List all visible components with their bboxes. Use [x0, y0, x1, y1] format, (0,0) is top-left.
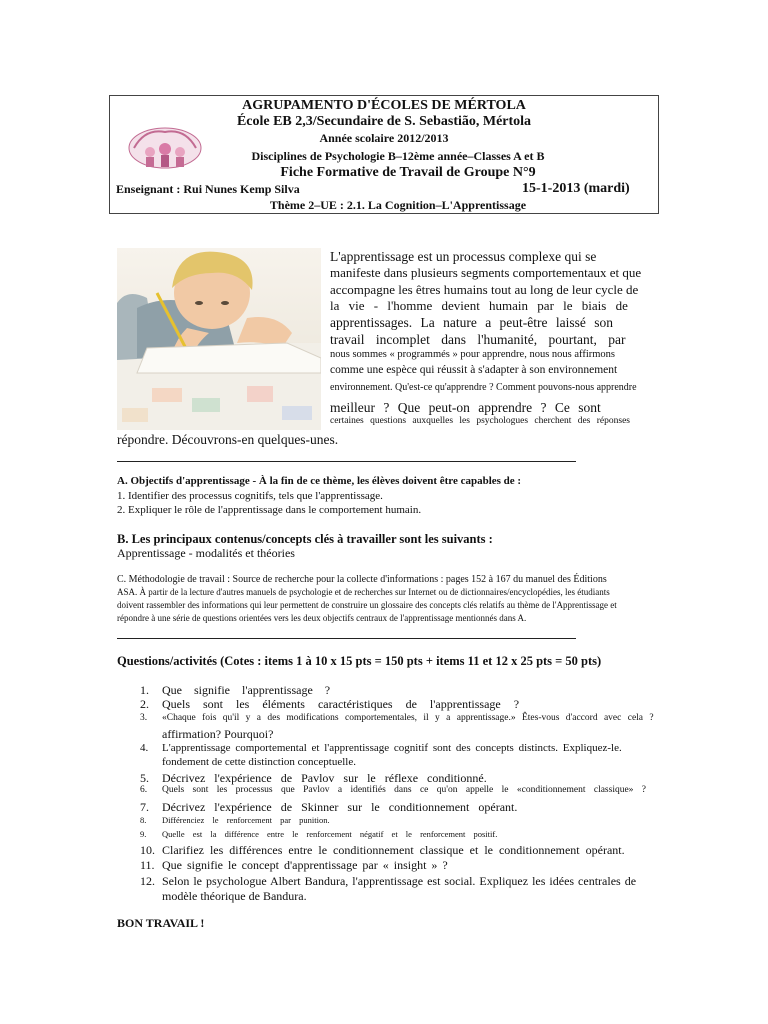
question-number: 6. — [140, 785, 148, 795]
question-text: Clarifiez les différences entre le conditionnement classique et le conditionnement opérant. — [162, 843, 625, 857]
question-text: Quels sont les processus que Pavlov a identifiés dans ce qu'on appelle le «conditionnement classique» ? — [162, 785, 647, 795]
question-item — [140, 713, 654, 723]
questions-title: Questions/activités (Cotes : items 1 à 10 x 15 pts = 150 pts + items 11 et 12 x 25 pts = 50 pts) — [117, 654, 602, 668]
intro-line — [330, 249, 637, 265]
question-continuation: modèle théorique de Bandura. — [162, 889, 307, 903]
question-text: Quelle est la différence entre le renforcement négatif et le renforcement positif. — [162, 829, 498, 839]
theme-title: Thème 2–UE : 2.1. La Cognition–L'Apprentissage — [269, 198, 527, 212]
question-item — [140, 874, 636, 889]
intro-line: environnement. Qu'est-ce qu'apprendre ? Comment pouvons-nous apprendre — [330, 382, 637, 393]
question-text: «Chaque fois qu'il y a des modifications comportementales, il y a apprentissage.» Êtes-vous d'accord avec cela ? — [162, 713, 654, 723]
intro-line: certaines questions auxquelles les psychologues cherchent des réponses — [330, 416, 630, 426]
question-number: 7. — [140, 800, 149, 814]
closing-text: BON TRAVAIL ! — [117, 916, 205, 930]
question-item — [140, 800, 517, 815]
divider — [117, 638, 576, 639]
sheet-title: Fiche Formative de Travail de Groupe N°9 — [280, 165, 536, 180]
methodology-line: doivent rassembler des informations qui leur permettent de construire un glossaire des concepts clés relatifs au thème de l'Apprentissage et — [117, 600, 617, 610]
objective-item: 2. Expliquer le rôle de l'apprentissage dans le comportement humain. — [117, 504, 422, 516]
question-number: 2. — [140, 697, 149, 711]
divider — [117, 461, 576, 462]
intro-line: répondre. Découvrons-en quelques-unes. — [117, 432, 339, 447]
intro-line: nous sommes « programmés » pour apprendre, nous nous affirmons — [330, 349, 616, 360]
intro-text: L'apprentissage est un processus complexe qui se — [330, 249, 597, 264]
teacher-name: Enseignant : Rui Nunes Kemp Silva — [116, 182, 300, 196]
subschool-name: École EB 2,3/Secundaire de S. Sebastião, Mértola — [236, 114, 532, 129]
question-number: 8. — [140, 815, 147, 825]
question-item — [140, 683, 330, 698]
question-item — [140, 858, 448, 873]
child-studying-photo — [117, 248, 321, 430]
intro-line: accompagne les êtres humains tout au long de leur cycle de — [330, 282, 639, 297]
question-number: 11. — [140, 858, 155, 872]
question-number: 4. — [140, 742, 149, 754]
intro-line: apprentissages. La nature a peut-être laissé son — [330, 315, 614, 330]
question-text: Quels sont les éléments caractéristiques de l'apprentissage ? — [162, 697, 520, 711]
question-text: Que signifie l'apprentissage ? — [162, 683, 331, 697]
methodology-line: C. Méthodologie de travail : Source de recherche pour la collecte d'informations : pages 152 à 167 du manuel des Éditions — [117, 574, 607, 585]
question-text: Décrivez l'expérience de Skinner sur le conditionnement opérant. — [162, 800, 518, 814]
question-number: 9. — [140, 829, 147, 839]
school-year: Année scolaire 2012/2013 — [319, 131, 449, 145]
question-item — [140, 829, 497, 839]
contents-text: Apprentissage - modalités et théories — [117, 546, 295, 560]
question-number: 12. — [140, 874, 155, 888]
sheet-date: 15-1-2013 (mardi) — [522, 181, 630, 196]
question-text: Décrivez l'expérience de Pavlov sur le réflexe conditionné. — [162, 771, 487, 785]
question-number: 10. — [140, 843, 155, 857]
question-item — [140, 785, 646, 795]
question-text: L'apprentissage comportemental et l'apprentissage cognitif sont des concepts distincts. Expliquez-le. — [162, 742, 622, 754]
intro-line: meilleur ? Que peut-on apprendre ? Ce sont — [330, 400, 601, 415]
question-number: 3. — [140, 713, 148, 723]
question-number: 1. — [140, 683, 149, 697]
question-continuation: fondement de cette distinction conceptuelle. — [162, 756, 356, 768]
intro-line: comme une espèce qui réussit à s'adapter à son environnement — [330, 364, 618, 376]
objectives-title: A. Objectifs d'apprentissage - À la fin de ce thème, les élèves doivent être capables de : — [117, 475, 522, 487]
question-continuation: affirmation? Pourquoi? — [162, 727, 274, 741]
question-item — [140, 815, 330, 825]
objective-item: 1. Identifier des processus cognitifs, tels que l'apprentissage. — [117, 490, 383, 502]
document-header — [109, 95, 659, 214]
disciplines: Disciplines de Psychologie B–12ème année–Classes A et B — [251, 149, 545, 163]
question-text: Selon le psychologue Albert Bandura, l'apprentissage est social. Expliquez les idées centrales de — [162, 874, 637, 888]
question-item — [140, 742, 622, 754]
intro-line: travail incomplet dans l'humanité, pourtant, par — [330, 332, 626, 347]
question-item — [140, 697, 519, 712]
question-number: 5. — [140, 771, 149, 785]
intro-line: la vie - l'homme devient humain par le biais de — [330, 298, 628, 313]
question-text: Que signifie le concept d'apprentissage par « insight » ? — [162, 858, 448, 872]
intro-line: manifeste dans plusieurs segments comportementaux et que — [330, 265, 642, 280]
methodology-line: ASA. À partir de la lecture d'autres manuels de psychologie et de recherches sur Internet ou de dictionnaires/encyclopédies, les étudiants — [117, 587, 610, 597]
question-item — [140, 771, 487, 786]
question-item — [140, 843, 625, 858]
methodology-line: répondre à une série de questions orientées vers les deux objectifs centraux de l'apprentissage mentionnés dans A. — [117, 613, 527, 623]
school-name: AGRUPAMENTO D'ÉCOLES DE MÉRTOLA — [242, 98, 526, 113]
contents-title: B. Les principaux contenus/concepts clés à travailler sont les suivants : — [117, 532, 493, 546]
question-text: Différenciez le renforcement par punition. — [162, 815, 330, 825]
